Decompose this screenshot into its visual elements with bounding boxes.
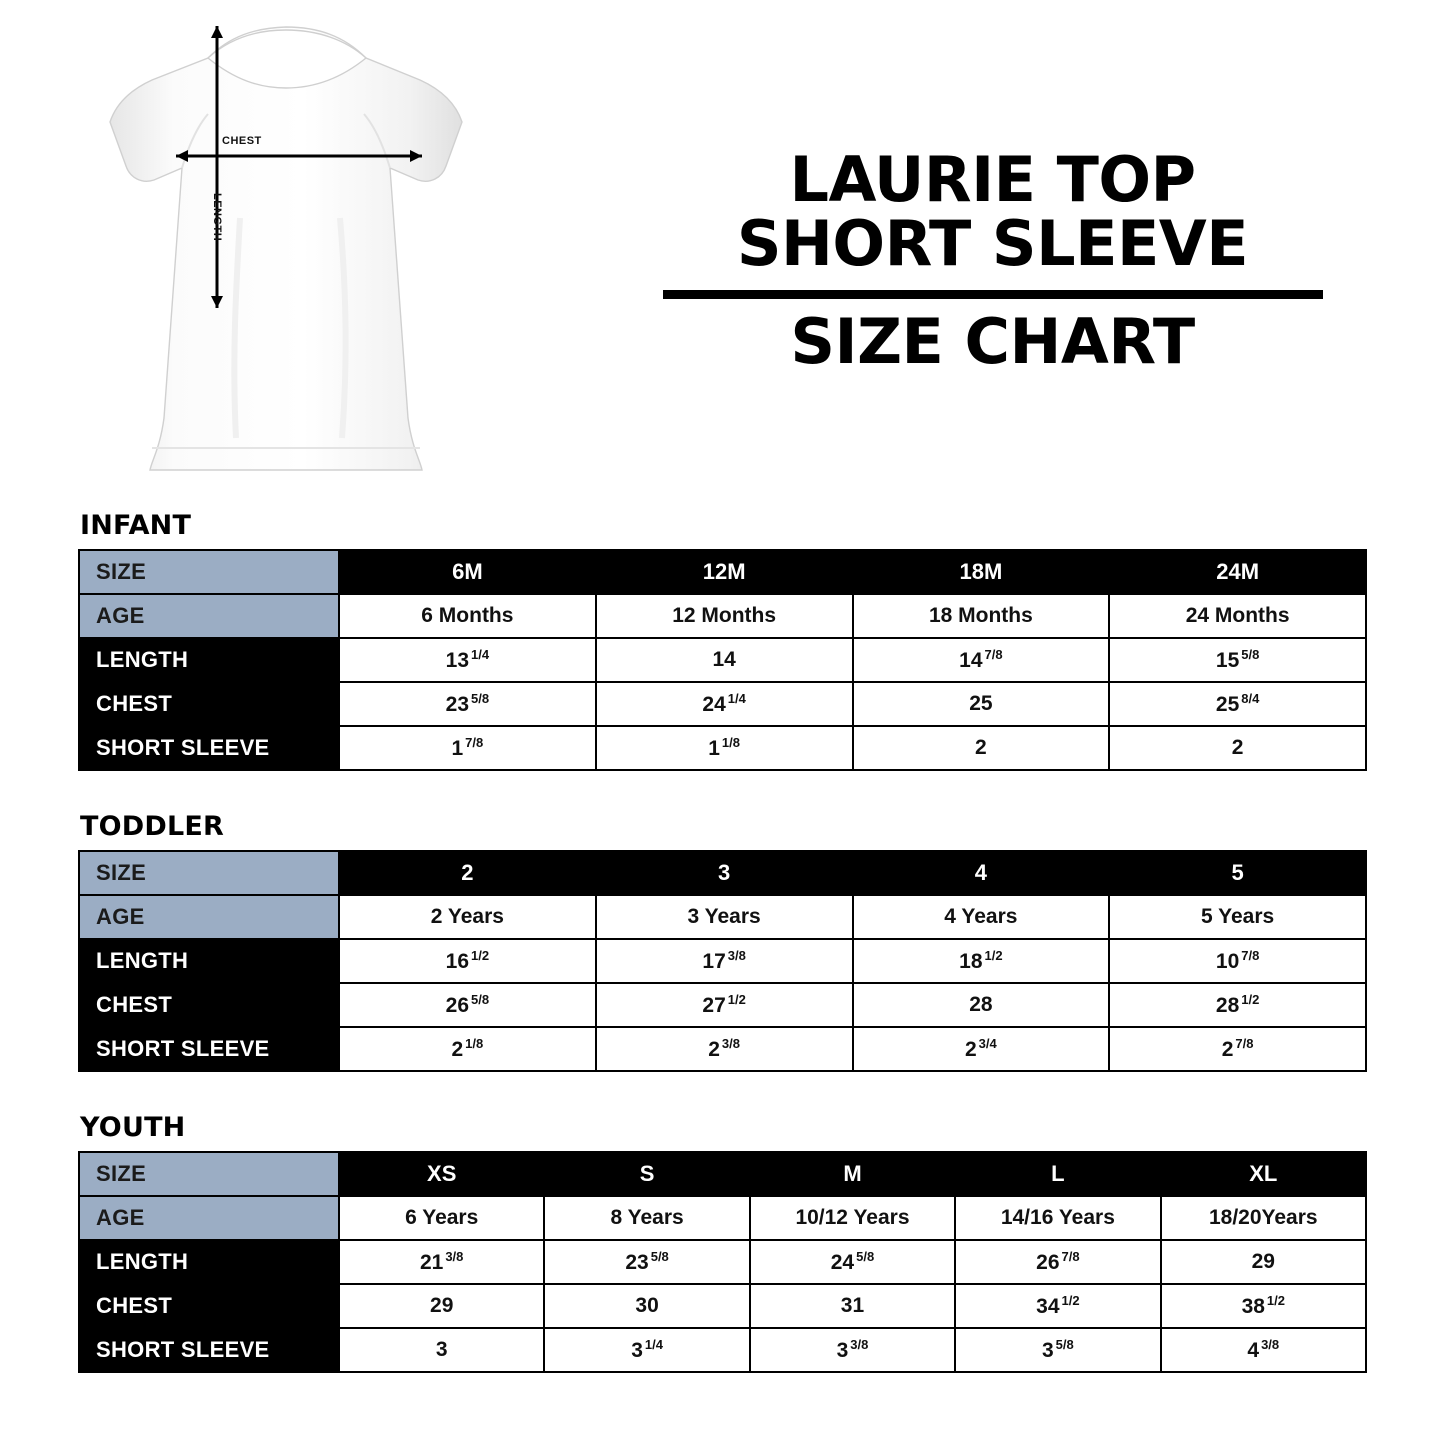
measure-cell: 3 (339, 1328, 544, 1372)
size-header-cell: 3 (596, 851, 853, 895)
size-header-cell: 24M (1109, 550, 1366, 594)
row-label-length: LENGTH (79, 638, 339, 682)
measure-cell: 23 $^{5/8}$ (339, 682, 596, 726)
measure-cell: 2 $^{1/8}$ (339, 1027, 596, 1071)
table-row (79, 1284, 1366, 1328)
table-row (79, 1328, 1366, 1372)
page-title-line2: SHORT SLEEVE (736, 206, 1249, 280)
row-label-size: SIZE (79, 550, 339, 594)
row-label-chest: CHEST (79, 1284, 339, 1328)
row-label-length: LENGTH (79, 1240, 339, 1284)
size-header-cell: 5 (1109, 851, 1366, 895)
size-header-cell: S (544, 1152, 749, 1196)
row-label-chest: CHEST (79, 983, 339, 1027)
length-measure-label: LENGTH (211, 193, 223, 242)
measure-cell: 17 $^{3/8}$ (596, 939, 853, 983)
section-title-youth: YOUTH (80, 1112, 186, 1143)
measure-cell: 14 $^{7/8}$ (853, 638, 1110, 682)
table-row (79, 939, 1366, 983)
measure-cell: 25 (853, 682, 1110, 726)
measure-cell: 38 $^{1/2}$ (1161, 1284, 1366, 1328)
header-area (0, 0, 1445, 510)
measure-cell: 24 $^{5/8}$ (750, 1240, 955, 1284)
measure-cell: 26 $^{5/8}$ (339, 983, 596, 1027)
measure-cell: 14 (596, 638, 853, 682)
size-header-cell: 4 (853, 851, 1110, 895)
measure-cell: 27 $^{1/2}$ (596, 983, 853, 1027)
measure-cell: 30 (544, 1284, 749, 1328)
size-header-cell: 18M (853, 550, 1110, 594)
size-header-cell: 12M (596, 550, 853, 594)
measurement-arrows (0, 8, 580, 508)
row-label-age: AGE (79, 1196, 339, 1240)
table-row (79, 1240, 1366, 1284)
row-label-size: SIZE (79, 851, 339, 895)
table-row (79, 983, 1366, 1027)
age-cell: 18 Months (853, 594, 1110, 638)
measure-cell: 26 $^{7/8}$ (955, 1240, 1160, 1284)
measure-cell: 31 (750, 1284, 955, 1328)
table-row (79, 638, 1366, 682)
age-cell: 6 Months (339, 594, 596, 638)
tables-container (0, 510, 1445, 1373)
age-cell: 24 Months (1109, 594, 1366, 638)
age-cell: 6 Years (339, 1196, 544, 1240)
table-row (79, 550, 1366, 594)
age-cell: 14/16 Years (955, 1196, 1160, 1240)
size-header-cell: M (750, 1152, 955, 1196)
measure-cell: 28 $^{1/2}$ (1109, 983, 1366, 1027)
measure-cell: 13 $^{1/4}$ (339, 638, 596, 682)
measure-cell: 34 $^{1/2}$ (955, 1284, 1160, 1328)
measure-cell: 29 (1161, 1240, 1366, 1284)
age-cell: 2 Years (339, 895, 596, 939)
measure-cell: 15 $^{5/8}$ (1109, 638, 1366, 682)
page-subtitle: SIZE CHART (790, 304, 1195, 378)
measure-cell: 2 $^{7/8}$ (1109, 1027, 1366, 1071)
measure-cell: 2 $^{3/8}$ (596, 1027, 853, 1071)
table-row (79, 1027, 1366, 1071)
section-gap (78, 771, 1367, 811)
measure-cell: 2 (853, 726, 1110, 770)
size-header-cell: XL (1161, 1152, 1366, 1196)
size-table-infant (78, 549, 1367, 771)
page-title-line1: LAURIE TOP (789, 143, 1196, 216)
age-cell: 8 Years (544, 1196, 749, 1240)
measure-cell: 2 (1109, 726, 1366, 770)
measure-cell: 25 $^{8/4}$ (1109, 682, 1366, 726)
size-table-youth (78, 1151, 1367, 1373)
table-row (79, 851, 1366, 895)
table-row (79, 682, 1366, 726)
measure-cell: 23 $^{5/8}$ (544, 1240, 749, 1284)
measure-cell: 1 $^{1/8}$ (596, 726, 853, 770)
size-header-cell: L (955, 1152, 1160, 1196)
measure-cell: 3 $^{1/4}$ (544, 1328, 749, 1372)
age-cell: 12 Months (596, 594, 853, 638)
row-label-age: AGE (79, 594, 339, 638)
table-row (79, 895, 1366, 939)
row-label-size: SIZE (79, 1152, 339, 1196)
measure-cell: 29 (339, 1284, 544, 1328)
garment-diagram (0, 8, 580, 508)
size-header-cell: XS (339, 1152, 544, 1196)
section-gap (78, 1072, 1367, 1112)
age-cell: 4 Years (853, 895, 1110, 939)
measure-cell: 1 $^{7/8}$ (339, 726, 596, 770)
size-header-cell: 2 (339, 851, 596, 895)
age-cell: 5 Years (1109, 895, 1366, 939)
table-row (79, 726, 1366, 770)
measure-cell: 21 $^{3/8}$ (339, 1240, 544, 1284)
age-cell: 10/12 Years (750, 1196, 955, 1240)
measure-cell: 18 $^{1/2}$ (853, 939, 1110, 983)
row-label-sleeve: SHORT SLEEVE (79, 726, 339, 770)
title-divider (663, 290, 1323, 299)
row-label-length: LENGTH (79, 939, 339, 983)
measure-cell: 4 $^{3/8}$ (1161, 1328, 1366, 1372)
title-block (580, 8, 1445, 378)
measure-cell: 10 $^{7/8}$ (1109, 939, 1366, 983)
measure-cell: 3 $^{5/8}$ (955, 1328, 1160, 1372)
measure-cell: 2 $^{3/4}$ (853, 1027, 1110, 1071)
row-label-age: AGE (79, 895, 339, 939)
section-title-toddler: TODDLER (80, 811, 225, 842)
row-label-sleeve: SHORT SLEEVE (79, 1328, 339, 1372)
section-title-infant: INFANT (80, 510, 192, 541)
measure-cell: 3 $^{3/8}$ (750, 1328, 955, 1372)
row-label-sleeve: SHORT SLEEVE (79, 1027, 339, 1071)
row-label-chest: CHEST (79, 682, 339, 726)
size-table-toddler (78, 850, 1367, 1072)
table-row (79, 1152, 1366, 1196)
measure-cell: 16 $^{1/2}$ (339, 939, 596, 983)
age-cell: 3 Years (596, 895, 853, 939)
measure-cell: 24 $^{1/4}$ (596, 682, 853, 726)
measure-cell: 28 (853, 983, 1110, 1027)
table-row (79, 1196, 1366, 1240)
chest-measure-label: CHEST (222, 135, 262, 147)
table-row (79, 594, 1366, 638)
size-header-cell: 6M (339, 550, 596, 594)
age-cell: 18/20Years (1161, 1196, 1366, 1240)
